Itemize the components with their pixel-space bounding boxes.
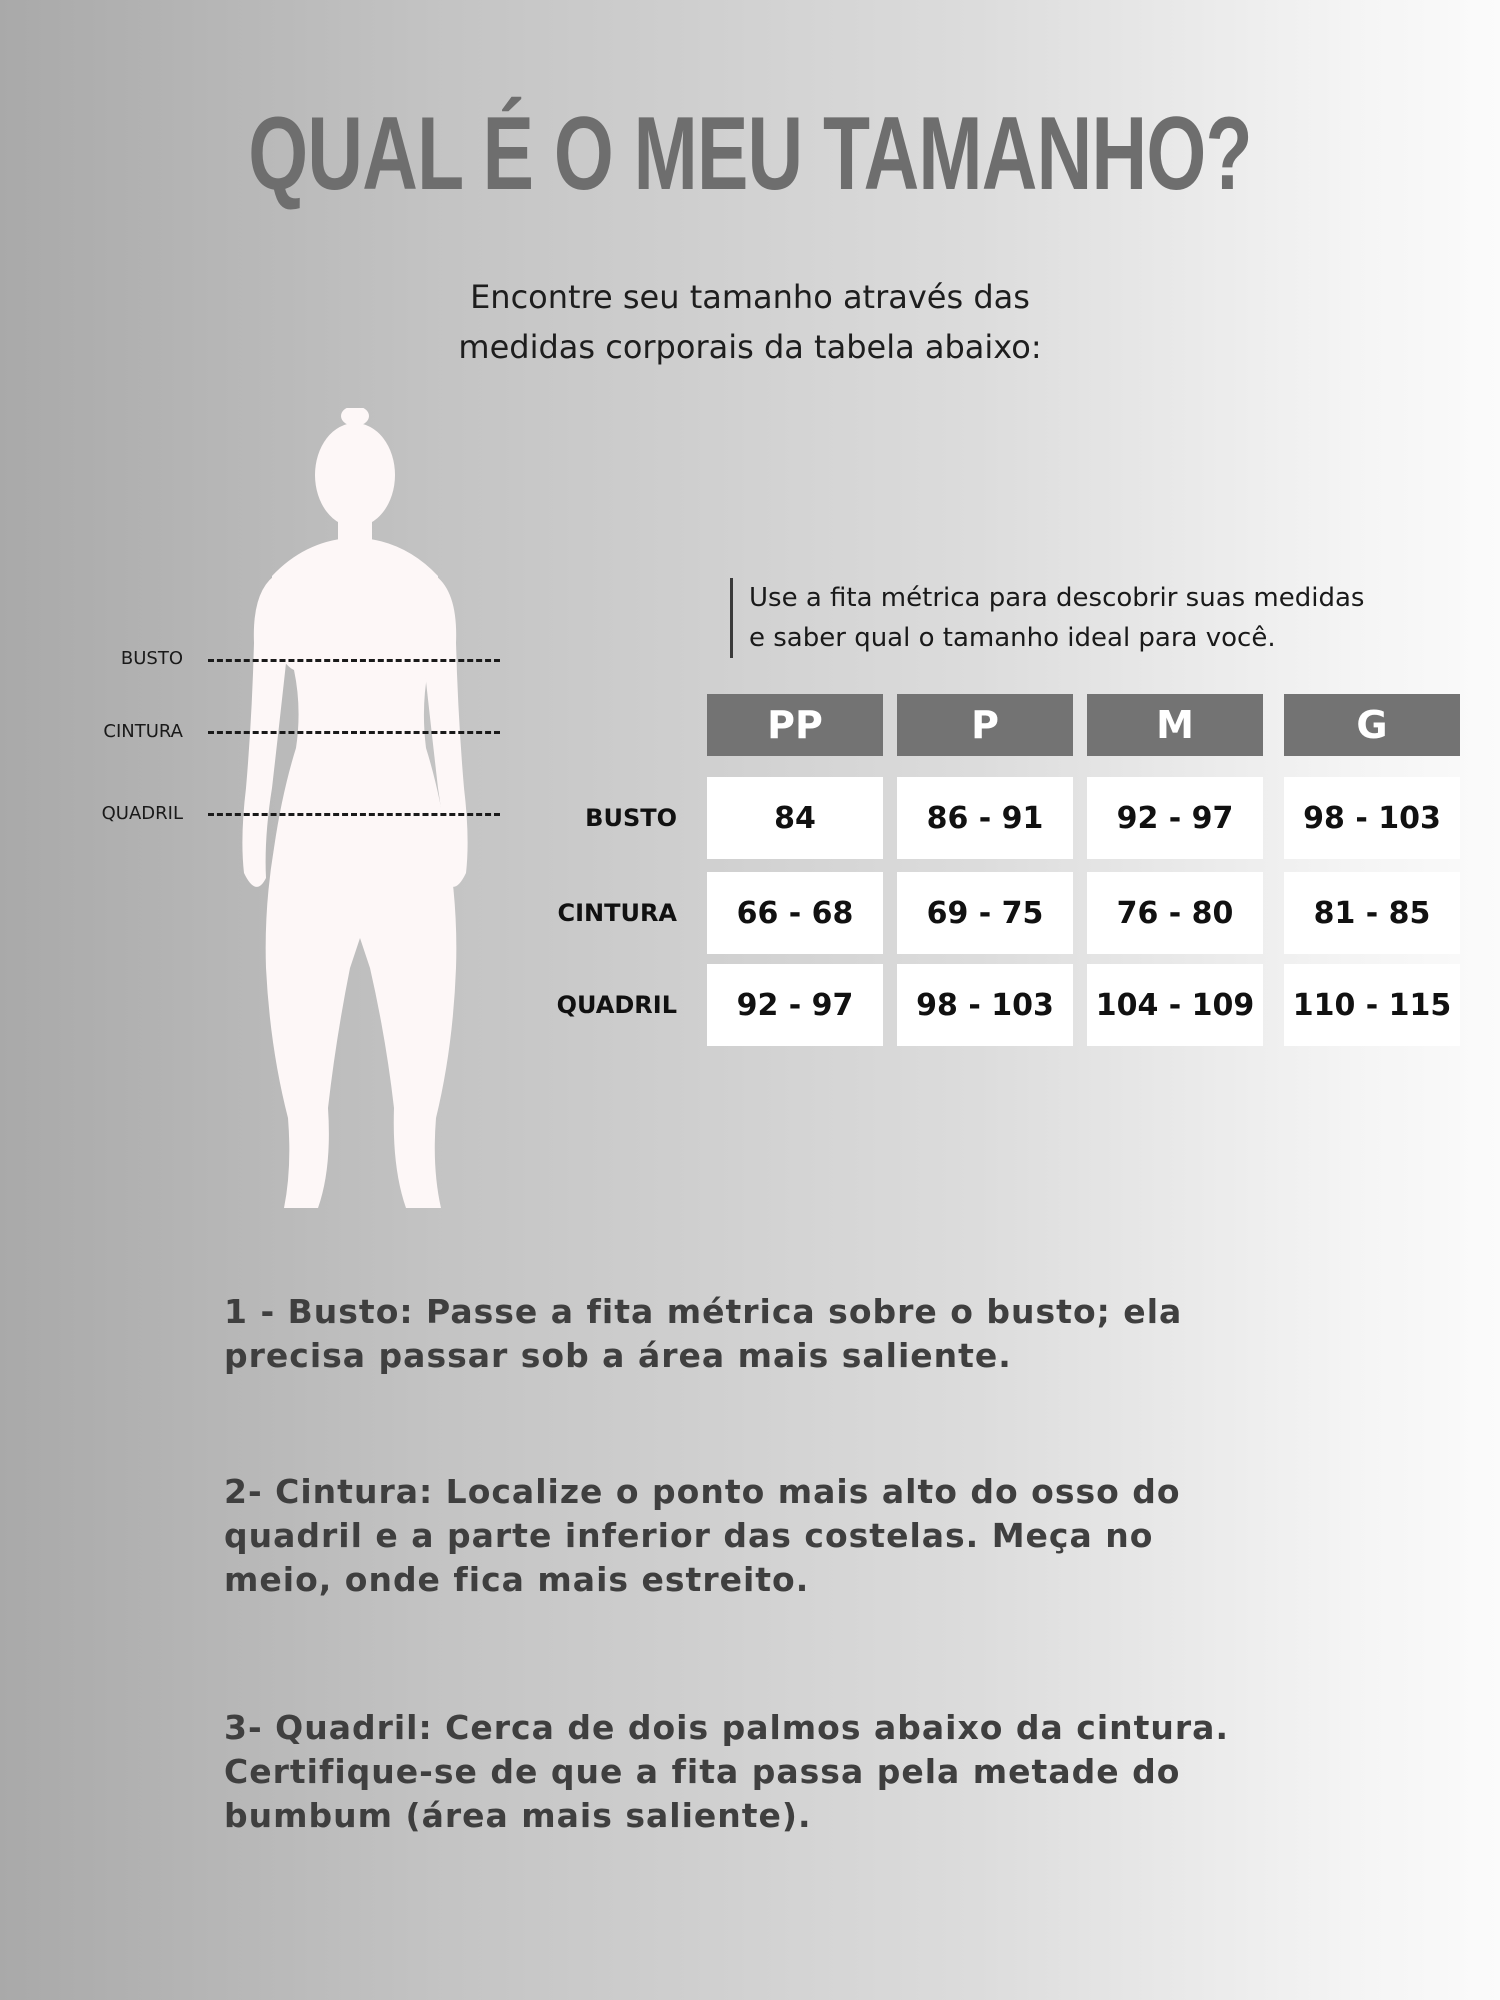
row-label-cintura: CINTURA	[557, 899, 677, 927]
quadril-measure-line	[208, 813, 500, 816]
cell-quadril-p: 98 - 103	[897, 964, 1073, 1046]
tape-measure-note	[730, 578, 1469, 658]
subtitle	[0, 272, 1500, 372]
size-header-p: P	[897, 694, 1073, 756]
cell-busto-g: 98 - 103	[1284, 777, 1460, 859]
subtitle-line-1: Encontre seu tamanho através das	[470, 278, 1030, 316]
instruction-quadril-line-3: bumbum (área mais saliente).	[224, 1796, 812, 1835]
instruction-busto-line-1: 1 - Busto: Passe a fita métrica sobre o busto; ela	[224, 1292, 1183, 1331]
cell-cintura-pp: 66 - 68	[707, 872, 883, 954]
cell-quadril-pp: 92 - 97	[707, 964, 883, 1046]
page-title: QUAL É O MEU TAMANHO?	[248, 96, 1252, 212]
cell-quadril-m: 104 - 109	[1087, 964, 1263, 1046]
instruction-cintura	[224, 1470, 1374, 1602]
size-header-g: G	[1284, 694, 1460, 756]
instruction-quadril	[224, 1706, 1374, 1838]
row-label-quadril: QUADRIL	[556, 991, 677, 1019]
instruction-cintura-line-1: 2- Cintura: Localize o ponto mais alto do osso do	[224, 1472, 1181, 1511]
instruction-cintura-line-2: quadril e a parte inferior das costelas. Meça no	[224, 1516, 1154, 1555]
cell-cintura-p: 69 - 75	[897, 872, 1073, 954]
tape-note-line-2: e saber qual o tamanho ideal para você.	[749, 623, 1276, 653]
row-label-busto: BUSTO	[585, 804, 677, 832]
figure-label-quadril: QUADRIL	[101, 803, 183, 824]
size-header-pp: PP	[707, 694, 883, 756]
instruction-quadril-line-2: Certifique-se de que a fita passa pela metade do	[224, 1752, 1181, 1791]
cell-cintura-g: 81 - 85	[1284, 872, 1460, 954]
instruction-cintura-line-3: meio, onde fica mais estreito.	[224, 1560, 810, 1599]
cell-quadril-g: 110 - 115	[1284, 964, 1460, 1046]
instruction-busto	[224, 1290, 1374, 1378]
figure-label-busto: BUSTO	[120, 648, 183, 669]
cintura-measure-line	[208, 731, 500, 734]
tape-note-line-1: Use a fita métrica para descobrir suas medidas	[749, 583, 1365, 613]
instruction-busto-line-2: precisa passar sob a área mais saliente.	[224, 1336, 1012, 1375]
size-header-m: M	[1087, 694, 1263, 756]
cell-busto-p: 86 - 91	[897, 777, 1073, 859]
cell-busto-m: 92 - 97	[1087, 777, 1263, 859]
subtitle-line-2: medidas corporais da tabela abaixo:	[458, 328, 1042, 366]
cell-cintura-m: 76 - 80	[1087, 872, 1263, 954]
instruction-quadril-line-1: 3- Quadril: Cerca de dois palmos abaixo da cintura.	[224, 1708, 1229, 1747]
cell-busto-pp: 84	[707, 777, 883, 859]
figure-label-cintura: CINTURA	[103, 721, 183, 742]
busto-measure-line	[208, 659, 500, 662]
